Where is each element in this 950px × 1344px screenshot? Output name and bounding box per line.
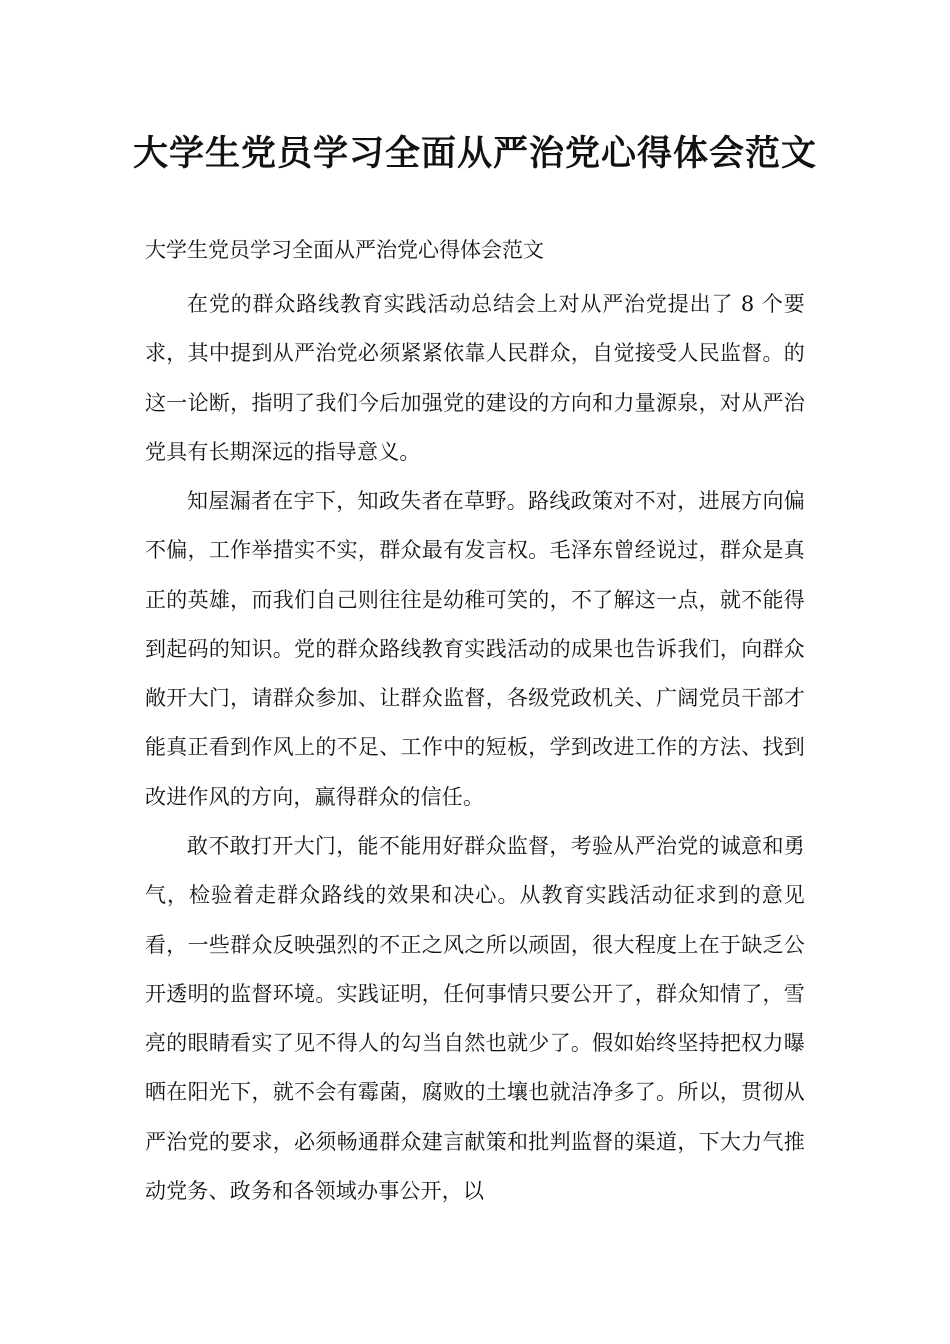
document-subtitle: 大学生党员学习全面从严治党心得体会范文 xyxy=(145,238,544,262)
body-paragraph: 知屋漏者在宇下，知政失者在草野。路线政策对不对，进展方向偏不偏，工作举措实不实，群众最有发言权。毛泽东曾经说过，群众是真正的英雄，而我们自己则往往是幼稚可笑的，不了解这一点，就不能得到起码的知识。党的群众路线教育实践活动的成果也告诉我们，向群众敞开大门，请群众参加、让群众监督，各级党政机关、广阔党员干部才能真正看到作风上的不足、工作中的短板，学到改进工作的方法、找到改进作风的方向，赢得群众的信任。 xyxy=(145,489,805,809)
body-paragraph: 敢不敢打开大门，能不能用好群众监督，考验从严治党的诚意和勇气，检验着走群众路线的效果和决心。从教育实践活动征求到的意见看，一些群众反映强烈的不正之风之所以顽固，很大程度上在于缺乏公开透明的监督环境。实践证明，任何事情只要公开了，群众知情了，雪亮的眼睛看实了见不得人的勾当自然也就少了。假如始终坚持把权力曝晒在阳光下，就不会有霉菌，腐败的土壤也就洁净多了。所以，贯彻从严治党的要求，必须畅通群众建言献策和批判监督的渠道，下大力气推动党务、政务和各领域办事公开，以 xyxy=(145,834,805,1204)
body-paragraph: 在党的群众路线教育实践活动总结会上对从严治党提出了 8 个要求，其中提到从严治党必须紧紧依靠人民群众，自觉接受人民监督。的这一论断，指明了我们今后加强党的建设的方向和力量源泉，对从严治党具有长期深远的指导意义。 xyxy=(145,292,805,464)
document-title: 大学生党员学习全面从严治党心得体会范文 xyxy=(132,134,817,174)
